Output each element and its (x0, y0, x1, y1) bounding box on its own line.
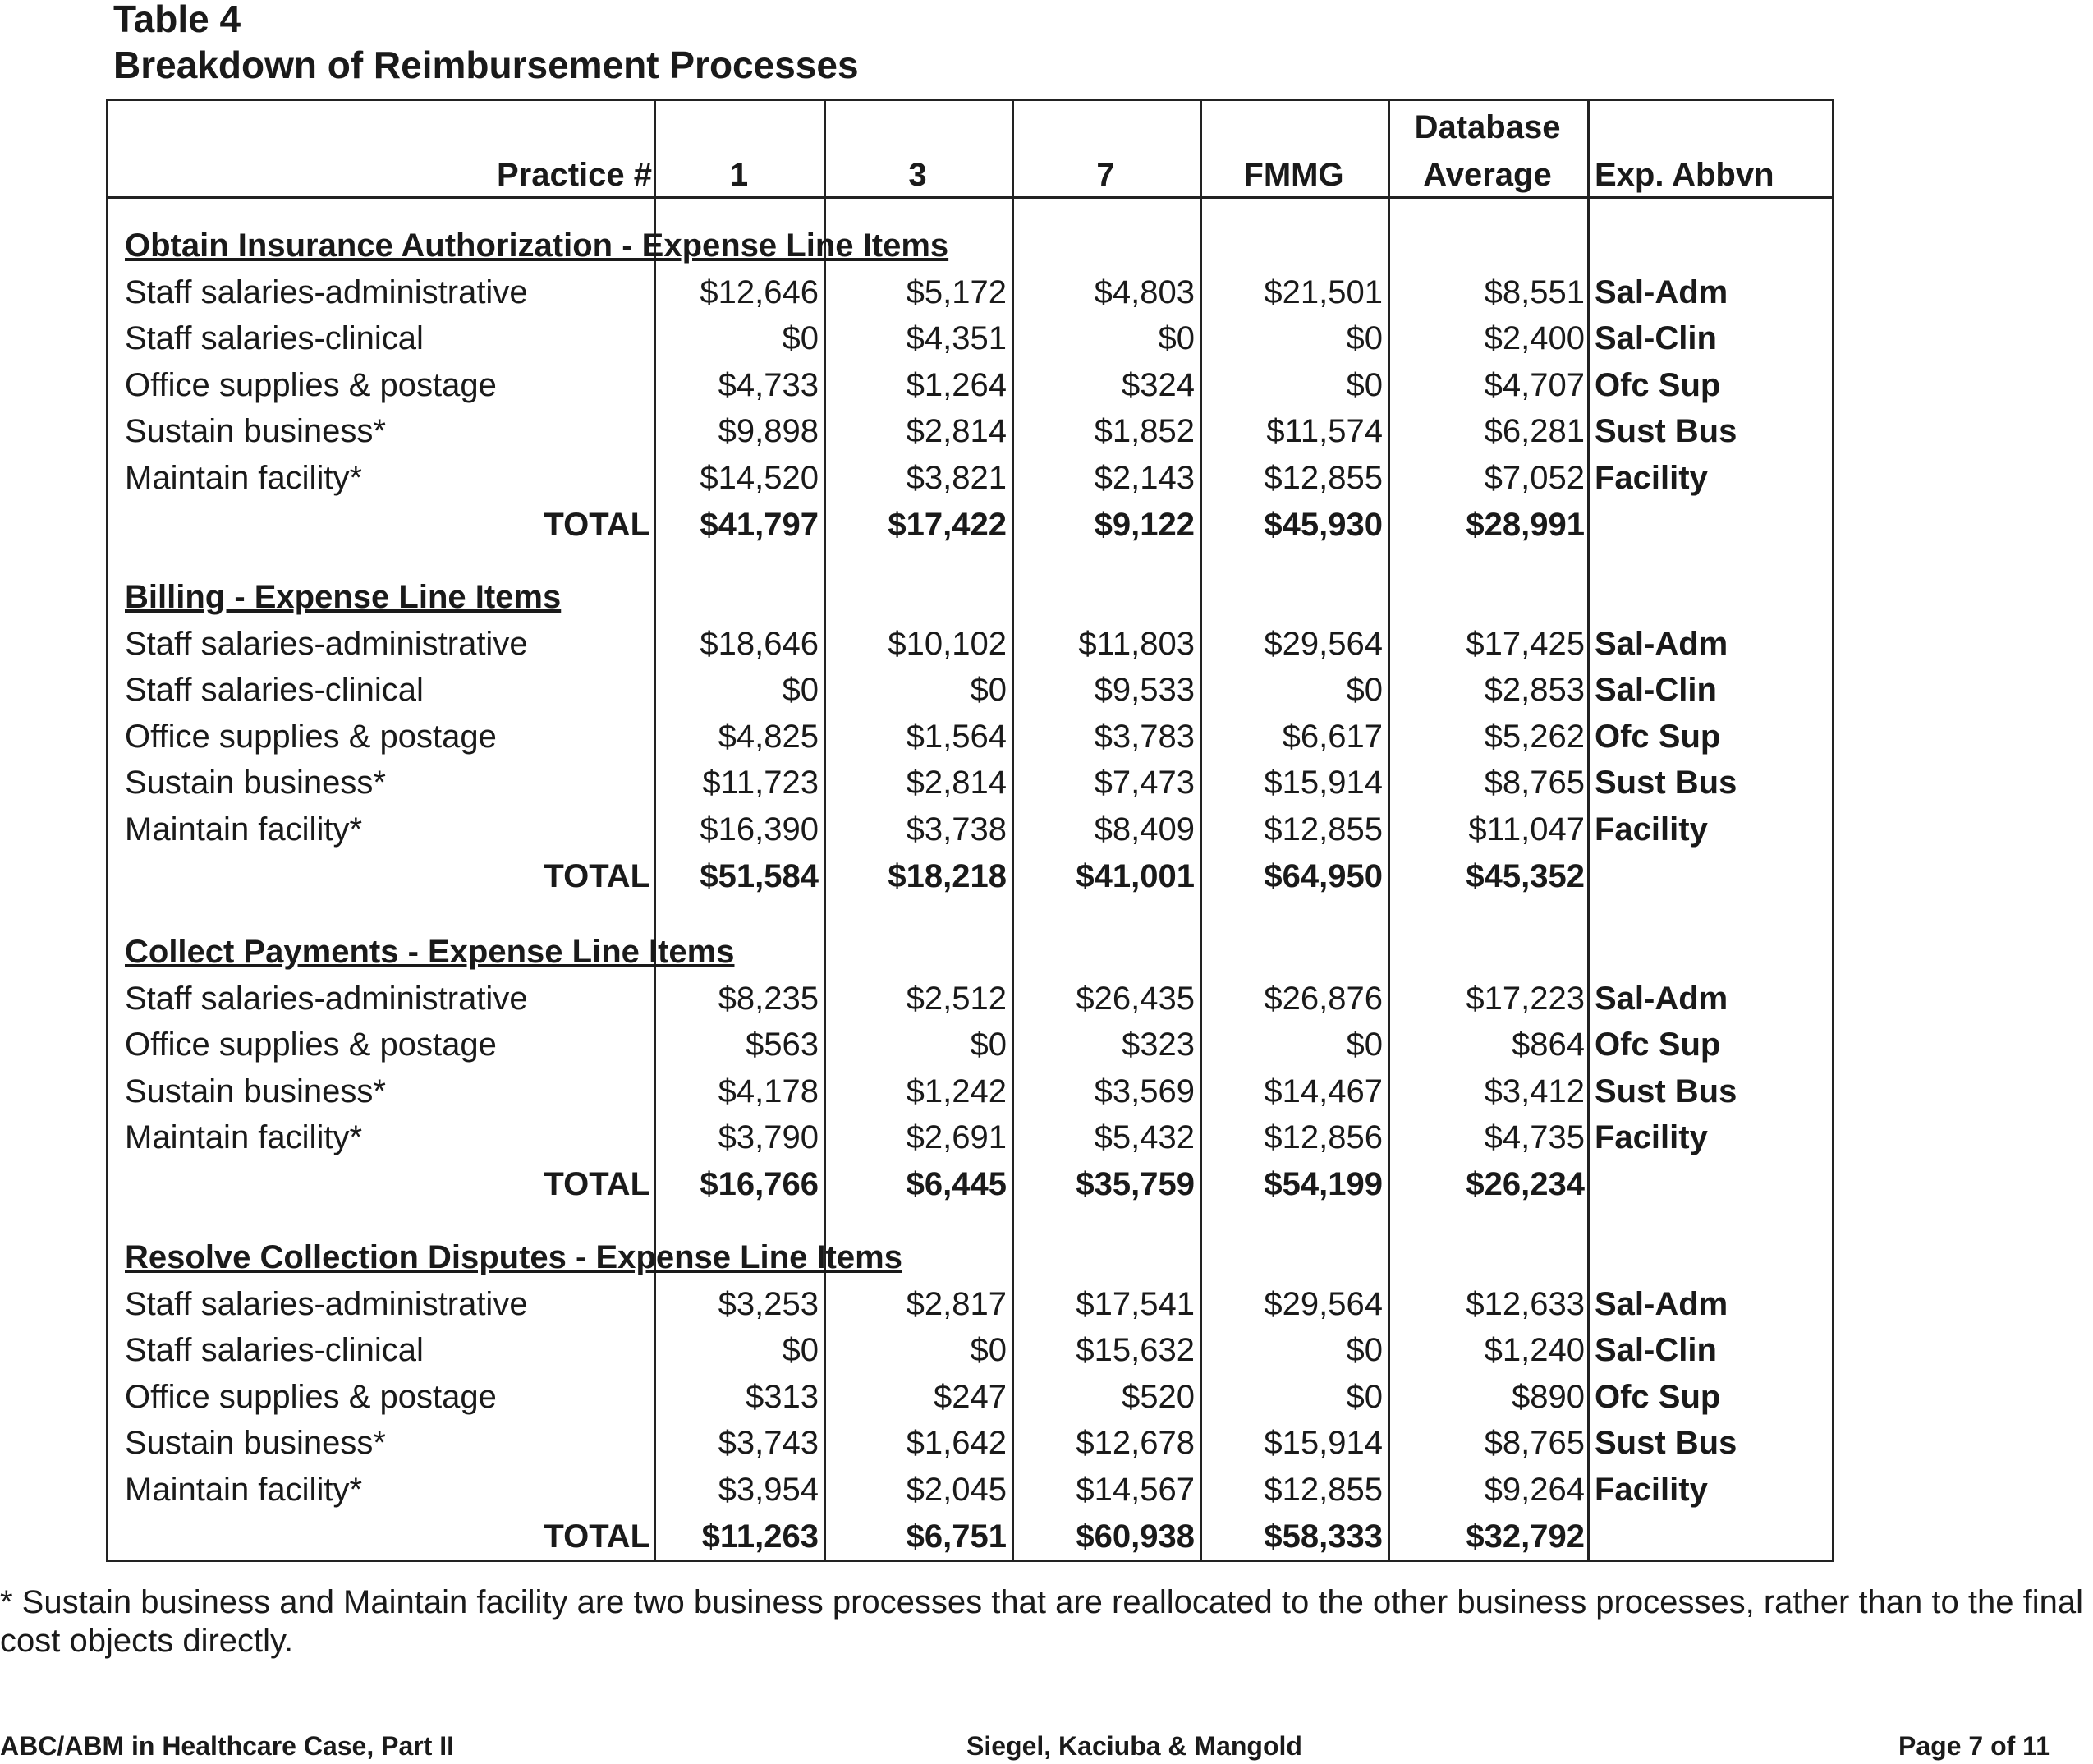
value-cell: $8,409 (1094, 811, 1195, 848)
total-value: $18,218 (888, 857, 1007, 894)
value-cell: $3,738 (906, 811, 1007, 848)
footer-page-number: Page 7 of 11 (1898, 1731, 2050, 1761)
value-cell: $0 (782, 320, 819, 357)
total-value: $35,759 (1076, 1166, 1195, 1202)
value-cell: $0 (1346, 1378, 1383, 1415)
abbreviation-cell: Sal-Clin (1595, 672, 1717, 709)
section-heading: Resolve Collection Disputes - Expense Line Items (125, 1239, 902, 1275)
value-cell: $12,633 (1466, 1285, 1585, 1322)
value-cell: $17,223 (1466, 980, 1585, 1017)
column-divider (654, 101, 656, 1560)
value-cell: $0 (1346, 1027, 1383, 1063)
abbreviation-cell: Ofc Sup (1595, 1027, 1721, 1063)
value-cell: $890 (1512, 1378, 1585, 1415)
row-label: Maintain facility* (125, 811, 363, 848)
row-label: Maintain facility* (125, 1472, 363, 1508)
value-cell: $15,914 (1264, 765, 1383, 802)
abbreviation-cell: Sal-Clin (1595, 1332, 1717, 1369)
value-cell: $6,281 (1484, 413, 1585, 450)
row-label: Staff salaries-administrative (125, 273, 528, 310)
value-cell: $6,617 (1282, 718, 1383, 755)
value-cell: $12,855 (1264, 1472, 1383, 1508)
header-col-3: 3 (908, 157, 927, 193)
abbreviation-cell: Facility (1595, 811, 1708, 848)
value-cell: $2,143 (1094, 460, 1195, 496)
footer-authors: Siegel, Kaciuba & Mangold (966, 1731, 1302, 1761)
value-cell: $247 (934, 1378, 1007, 1415)
value-cell: $0 (1158, 320, 1195, 357)
value-cell: $11,803 (1078, 625, 1195, 662)
value-cell: $3,412 (1484, 1073, 1585, 1109)
total-value: $60,938 (1076, 1518, 1195, 1555)
abbreviation-cell: Ofc Sup (1595, 1378, 1721, 1415)
value-cell: $29,564 (1264, 625, 1383, 662)
abbreviation-cell: Ofc Sup (1595, 366, 1721, 403)
reimbursement-table (106, 99, 1834, 1562)
row-label: Sustain business* (125, 1425, 386, 1462)
value-cell: $0 (782, 672, 819, 709)
value-cell: $7,473 (1094, 765, 1195, 802)
value-cell: $1,564 (906, 718, 1007, 755)
value-cell: $14,520 (700, 460, 819, 496)
value-cell: $15,632 (1076, 1332, 1195, 1369)
value-cell: $2,814 (906, 413, 1007, 450)
value-cell: $18,646 (700, 625, 819, 662)
total-value: $54,199 (1264, 1166, 1383, 1202)
abbreviation-cell: Ofc Sup (1595, 718, 1721, 755)
total-value: $41,001 (1076, 857, 1195, 894)
value-cell: $10,102 (888, 625, 1007, 662)
total-value: $41,797 (700, 506, 819, 543)
value-cell: $5,432 (1094, 1119, 1195, 1156)
header-col-1: 1 (729, 157, 749, 193)
value-cell: $21,501 (1264, 273, 1383, 310)
header-database-line1: Database (1414, 109, 1561, 145)
value-cell: $4,825 (718, 718, 819, 755)
section-heading: Billing - Expense Line Items (125, 579, 562, 615)
value-cell: $3,783 (1094, 718, 1195, 755)
value-cell: $0 (1346, 320, 1383, 357)
value-cell: $0 (1346, 1332, 1383, 1369)
value-cell: $29,564 (1264, 1285, 1383, 1322)
value-cell: $4,735 (1484, 1119, 1585, 1156)
value-cell: $9,264 (1484, 1472, 1585, 1508)
value-cell: $11,574 (1266, 413, 1383, 450)
header-database-line2: Average (1423, 157, 1552, 193)
row-label: Sustain business* (125, 413, 386, 450)
value-cell: $2,045 (906, 1472, 1007, 1508)
abbreviation-cell: Sust Bus (1595, 1425, 1737, 1462)
table-number: Table 4 (113, 0, 241, 40)
value-cell: $0 (782, 1332, 819, 1369)
value-cell: $12,646 (700, 273, 819, 310)
table-title: Breakdown of Reimbursement Processes (113, 44, 859, 86)
value-cell: $4,707 (1484, 366, 1585, 403)
abbreviation-cell: Sust Bus (1595, 1073, 1737, 1109)
value-cell: $3,821 (906, 460, 1007, 496)
row-label: Staff salaries-clinical (125, 320, 424, 357)
value-cell: $15,914 (1264, 1425, 1383, 1462)
row-label: Staff salaries-clinical (125, 1332, 424, 1369)
row-label: Office supplies & postage (125, 1027, 497, 1063)
total-value: $17,422 (888, 506, 1007, 543)
value-cell: $1,642 (906, 1425, 1007, 1462)
row-label: Office supplies & postage (125, 366, 497, 403)
row-label: Sustain business* (125, 1073, 386, 1109)
section-heading: Obtain Insurance Authorization - Expense Line Items (125, 227, 949, 264)
value-cell: $26,435 (1076, 980, 1195, 1017)
column-divider (1587, 101, 1590, 1560)
value-cell: $11,047 (1468, 811, 1585, 848)
value-cell: $520 (1122, 1378, 1195, 1415)
value-cell: $4,178 (718, 1073, 819, 1109)
value-cell: $4,733 (718, 366, 819, 403)
value-cell: $3,954 (718, 1472, 819, 1508)
value-cell: $8,765 (1484, 765, 1585, 802)
abbreviation-cell: Sust Bus (1595, 765, 1737, 802)
header-practice-label: Practice # (496, 157, 652, 193)
value-cell: $5,262 (1484, 718, 1585, 755)
row-label: Maintain facility* (125, 1119, 363, 1156)
value-cell: $26,876 (1264, 980, 1383, 1017)
abbreviation-cell: Facility (1595, 1119, 1708, 1156)
value-cell: $2,853 (1484, 672, 1585, 709)
row-label: Staff salaries-administrative (125, 625, 528, 662)
total-value: $45,352 (1466, 857, 1585, 894)
value-cell: $12,855 (1264, 811, 1383, 848)
value-cell: $17,425 (1466, 625, 1585, 662)
row-label: Staff salaries-administrative (125, 980, 528, 1017)
abbreviation-cell: Sust Bus (1595, 413, 1737, 450)
value-cell: $8,765 (1484, 1425, 1585, 1462)
total-label: TOTAL (544, 1518, 650, 1555)
row-label: Office supplies & postage (125, 718, 497, 755)
value-cell: $16,390 (700, 811, 819, 848)
abbreviation-cell: Sal-Adm (1595, 980, 1728, 1017)
total-value: $6,445 (906, 1166, 1007, 1202)
value-cell: $7,052 (1484, 460, 1585, 496)
value-cell: $1,852 (1094, 413, 1195, 450)
abbreviation-cell: Sal-Adm (1595, 1285, 1728, 1322)
value-cell: $2,814 (906, 765, 1007, 802)
value-cell: $4,351 (906, 320, 1007, 357)
footer-case-title: ABC/ABM in Healthcare Case, Part II (0, 1731, 455, 1761)
value-cell: $324 (1122, 366, 1195, 403)
total-value: $16,766 (700, 1166, 819, 1202)
value-cell: $12,856 (1264, 1119, 1383, 1156)
value-cell: $2,512 (906, 980, 1007, 1017)
value-cell: $323 (1122, 1027, 1195, 1063)
abbreviation-cell: Facility (1595, 460, 1708, 496)
value-cell: $2,817 (906, 1285, 1007, 1322)
value-cell: $17,541 (1076, 1285, 1195, 1322)
total-value: $64,950 (1264, 857, 1383, 894)
value-cell: $3,743 (718, 1425, 819, 1462)
abbreviation-cell: Sal-Adm (1595, 625, 1728, 662)
row-label: Staff salaries-clinical (125, 672, 424, 709)
value-cell: $0 (970, 1027, 1007, 1063)
value-cell: $313 (746, 1378, 819, 1415)
value-cell: $1,240 (1484, 1332, 1585, 1369)
value-cell: $3,790 (718, 1119, 819, 1156)
total-value: $11,263 (701, 1518, 819, 1555)
value-cell: $3,253 (718, 1285, 819, 1322)
value-cell: $2,400 (1484, 320, 1585, 357)
value-cell: $1,264 (906, 366, 1007, 403)
value-cell: $5,172 (906, 273, 1007, 310)
value-cell: $12,678 (1076, 1425, 1195, 1462)
row-label: Maintain facility* (125, 460, 363, 496)
value-cell: $3,569 (1094, 1073, 1195, 1109)
value-cell: $4,803 (1094, 273, 1195, 310)
row-label: Staff salaries-administrative (125, 1285, 528, 1322)
abbreviation-cell: Sal-Clin (1595, 320, 1717, 357)
value-cell: $864 (1512, 1027, 1585, 1063)
total-label: TOTAL (544, 1166, 650, 1202)
value-cell: $2,691 (906, 1119, 1007, 1156)
total-value: $28,991 (1466, 506, 1585, 543)
value-cell: $0 (970, 672, 1007, 709)
total-value: $9,122 (1094, 506, 1195, 543)
total-value: $58,333 (1264, 1518, 1383, 1555)
total-value: $45,930 (1264, 506, 1383, 543)
abbreviation-cell: Sal-Adm (1595, 273, 1728, 310)
row-label: Office supplies & postage (125, 1378, 497, 1415)
row-label: Sustain business* (125, 765, 386, 802)
abbreviation-cell: Facility (1595, 1472, 1708, 1508)
value-cell: $12,855 (1264, 460, 1383, 496)
total-label: TOTAL (544, 506, 650, 543)
total-label: TOTAL (544, 857, 650, 894)
section-heading: Collect Payments - Expense Line Items (125, 934, 735, 970)
total-value: $51,584 (700, 857, 819, 894)
value-cell: $563 (746, 1027, 819, 1063)
value-cell: $8,551 (1484, 273, 1585, 310)
footnote: * Sustain business and Maintain facility are two business processes that are reallocated to the other business processes, rather than to the final cost objects directly. (0, 1584, 2083, 1659)
value-cell: $14,567 (1076, 1472, 1195, 1508)
value-cell: $8,235 (718, 980, 819, 1017)
header-abbreviation: Exp. Abbvn (1595, 157, 1774, 193)
value-cell: $0 (1346, 366, 1383, 403)
value-cell: $9,898 (718, 413, 819, 450)
value-cell: $9,533 (1094, 672, 1195, 709)
value-cell: $14,467 (1264, 1073, 1383, 1109)
value-cell: $1,242 (906, 1073, 1007, 1109)
value-cell: $0 (970, 1332, 1007, 1369)
total-value: $6,751 (906, 1518, 1007, 1555)
total-value: $32,792 (1466, 1518, 1585, 1555)
header-col-7: 7 (1096, 157, 1115, 193)
value-cell: $0 (1346, 672, 1383, 709)
value-cell: $11,723 (702, 765, 819, 802)
total-value: $26,234 (1466, 1166, 1585, 1202)
header-col-fmmg: FMMG (1243, 157, 1344, 193)
